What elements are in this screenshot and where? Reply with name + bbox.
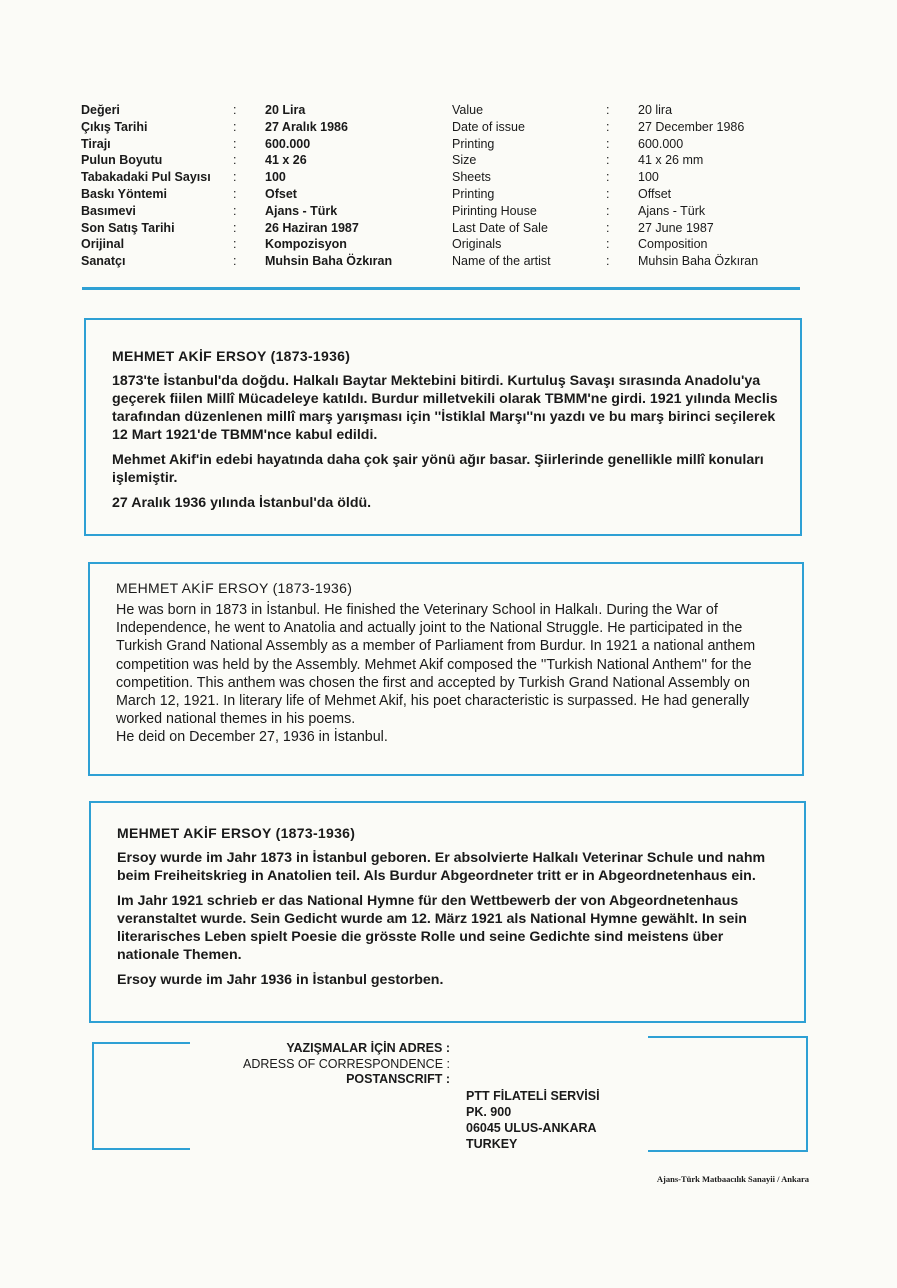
spec-sep: :: [233, 136, 237, 151]
spec-label: Değeri: [81, 103, 120, 117]
spec-sep: :: [233, 119, 237, 134]
address-line: TURKEY: [466, 1137, 518, 1151]
bio-paragraph: Ersoy wurde im Jahr 1936 in İstanbul gestorben.: [117, 972, 444, 988]
spec-value: Muhsin Baha Özkıran: [638, 254, 759, 269]
bio-box-turkish: [84, 318, 802, 536]
bio-paragraph: Ersoy wurde im Jahr 1873 in İstanbul geboren. Er absolvierte Halkalı Veterinar Schule und nahm beim Freiheitskrieg in Anatolien teil. Als Burdur Abgeordneter tritt er in Abgeordnetenhaus ein.: [117, 850, 766, 884]
address-label-turkish: YAZIŞMALAR İÇİN ADRES :: [286, 1041, 450, 1055]
spec-value: 27 Aralık 1986: [265, 119, 348, 134]
spec-sep: :: [233, 254, 237, 269]
spec-label: Son Satış Tarihi: [81, 220, 175, 235]
spec-sep: :: [606, 186, 610, 201]
spec-sep: :: [233, 170, 237, 185]
spec-label: Tabakadaki Pul Sayısı: [81, 170, 211, 185]
bio-title: MEHMET AKİF ERSOY (1873-1936): [116, 580, 353, 596]
spec-sep: :: [606, 119, 610, 134]
spec-sep: :: [606, 136, 610, 151]
spec-value: Kompozisyon: [265, 237, 347, 252]
spec-label: Sanatçı: [81, 254, 126, 269]
spec-row: [81, 152, 440, 169]
spec-sep: :: [606, 254, 610, 269]
spec-row: [452, 136, 808, 153]
spec-row: [81, 119, 440, 136]
spec-label: Pirinting House: [452, 203, 537, 218]
spec-label: Printing: [452, 136, 495, 151]
bio-title: MEHMET AKİF ERSOY (1873-1936): [117, 825, 356, 841]
spec-row: [452, 236, 808, 253]
spec-table-turkish: [81, 102, 440, 270]
spec-sep: :: [233, 203, 237, 218]
address-frame-right-bottom: [648, 1150, 808, 1152]
bio-box-english: [88, 562, 804, 776]
spec-sep: :: [233, 186, 237, 201]
spec-value: 100: [638, 170, 659, 185]
spec-sep: :: [233, 220, 237, 235]
spec-sep: :: [606, 220, 610, 235]
spec-label: Sheets: [452, 170, 491, 185]
address-frame-left-side: [92, 1042, 94, 1150]
divider-rule: [82, 287, 800, 290]
spec-label: Printing: [452, 186, 495, 201]
spec-row: [81, 220, 440, 237]
address-frame-left-bottom: [92, 1148, 190, 1150]
spec-table-english: [452, 102, 808, 270]
address-line: 06045 ULUS-ANKARA: [466, 1121, 597, 1135]
spec-label: Last Date of Sale: [452, 220, 548, 235]
address-line: PK. 900: [466, 1105, 512, 1119]
spec-row: [452, 152, 808, 169]
spec-label: Tirajı: [81, 136, 111, 151]
spec-value: 27 June 1987: [638, 220, 714, 235]
spec-row: [452, 203, 808, 220]
spec-label: Size: [452, 153, 477, 168]
bio-paragraph: Mehmet Akif'in edebi hayatında daha çok şair yönü ağır basar. Şiirlerinde genellikle millî konuları işlemiştir.: [112, 452, 764, 486]
spec-row: [81, 169, 440, 186]
address-label-english: ADRESS OF CORRESPONDENCE :: [243, 1056, 450, 1071]
spec-value: 100: [265, 170, 286, 185]
bio-paragraph: 27 Aralık 1936 yılında İstanbul'da öldü.: [112, 495, 372, 511]
spec-value: 600.000: [265, 136, 311, 151]
spec-value: 26 Haziran 1987: [265, 220, 359, 235]
bio-box-german: [89, 801, 806, 1023]
spec-sep: :: [233, 153, 237, 168]
address-frame-left-top: [92, 1042, 190, 1044]
spec-label: Value: [452, 103, 484, 117]
spec-sep: :: [606, 170, 610, 185]
spec-sep: :: [606, 103, 610, 117]
spec-value: 600.000: [638, 136, 684, 151]
spec-label: Çıkış Tarihi: [81, 119, 148, 134]
spec-row: [452, 169, 808, 186]
spec-row: [452, 102, 808, 119]
spec-label: Orijinal: [81, 237, 125, 252]
bio-paragraph: 1873'te İstanbul'da doğdu. Halkalı Baytar Mektebini bitirdi. Kurtuluş Savaşı sırasında Anadolu'ya geçerek fiilen Millî Mücadeleye katıldı. Burdur milletvekili olarak TBMM'ne girdi. 1921 yılında Meclis tarafından düzenlenen millî marş yarışması için ''İstiklal Marşı''nı yazdı ve bu marş birinci seçilerek 12 Mart 1921'de TBMM'nce kabul edildi.: [112, 373, 778, 443]
spec-row: [81, 203, 440, 220]
spec-value: Offset: [638, 186, 672, 201]
spec-label: Date of issue: [452, 119, 525, 134]
spec-value: Composition: [638, 237, 708, 252]
spec-row: [81, 186, 440, 203]
spec-value: 20 Lira: [265, 103, 306, 117]
spec-label: Basımevi: [81, 203, 136, 218]
spec-row: [81, 102, 440, 119]
bio-paragraph: He was born in 1873 in İstanbul. He finished the Veterinary School in Halkalı. During the War of Independence, he went to Anatolia and actually joint to the National Struggle. He participated in the Turkish Grand National Assembly as a member of Parliament from Burdur. In 1921 a national anthem competition was held by the Assembly. Mehmet Akif composed the ''Turkish National Anthem'' for the competition. This anthem was chosen the first and accepted by Turkish Grand National Assembly on March 12, 1921. In literary life of Mehmet Akif, his poet characteristic is surpassed. He had generally worked national themes in his poems.: [116, 602, 756, 728]
address-frame-right-top: [648, 1036, 808, 1038]
spec-row: [452, 186, 808, 203]
address-label-german: POSTANSCRIFT :: [346, 1072, 450, 1086]
bio-title: MEHMET AKİF ERSOY (1873-1936): [112, 348, 351, 364]
spec-value: 27 December 1986: [638, 119, 745, 134]
spec-sep: :: [606, 237, 610, 252]
spec-value: 41 x 26 mm: [638, 153, 704, 168]
spec-value: Ajans - Türk: [265, 203, 338, 218]
spec-value: Muhsin Baha Özkıran: [265, 254, 393, 269]
printer-credit: Ajans-Türk Matbaacılık Sanayii / Ankara: [656, 1174, 809, 1184]
spec-label: Originals: [452, 237, 502, 252]
spec-row: [452, 253, 808, 270]
spec-row: [452, 220, 808, 237]
spec-sep: :: [233, 103, 237, 117]
spec-row: [452, 119, 808, 136]
spec-sep: :: [606, 203, 610, 218]
address-block: [466, 1088, 600, 1152]
spec-sep: :: [233, 237, 237, 252]
address-labels: [190, 1041, 450, 1088]
spec-value: 20 lira: [638, 103, 673, 117]
spec-row: [81, 253, 440, 270]
spec-label: Pulun Boyutu: [81, 153, 163, 168]
spec-value: Ofset: [265, 186, 297, 201]
spec-row: [81, 236, 440, 253]
spec-label: Baskı Yöntemi: [81, 186, 167, 201]
address-frame-right-side: [806, 1036, 808, 1152]
spec-value: 41 x 26: [265, 153, 307, 168]
spec-row: [81, 136, 440, 153]
spec-label: Name of the artist: [452, 254, 551, 269]
spec-value: Ajans - Türk: [638, 203, 706, 218]
bio-paragraph: He deid on December 27, 1936 in İstanbul.: [116, 729, 388, 746]
spec-sep: :: [606, 153, 610, 168]
bio-paragraph: Im Jahr 1921 schrieb er das National Hymne für den Wettbewerb der von Abgeordnetenhaus veranstaltet wurde. Sein Gedicht wurde am 12. März 1921 als National Hymne gewählt. In sein literarisches Leben spielt Poesie die grösste Rolle und seine Gedichte sind meistens über nationale Themen.: [117, 893, 747, 963]
address-line: PTT FİLATELİ SERVİSİ: [466, 1089, 600, 1103]
